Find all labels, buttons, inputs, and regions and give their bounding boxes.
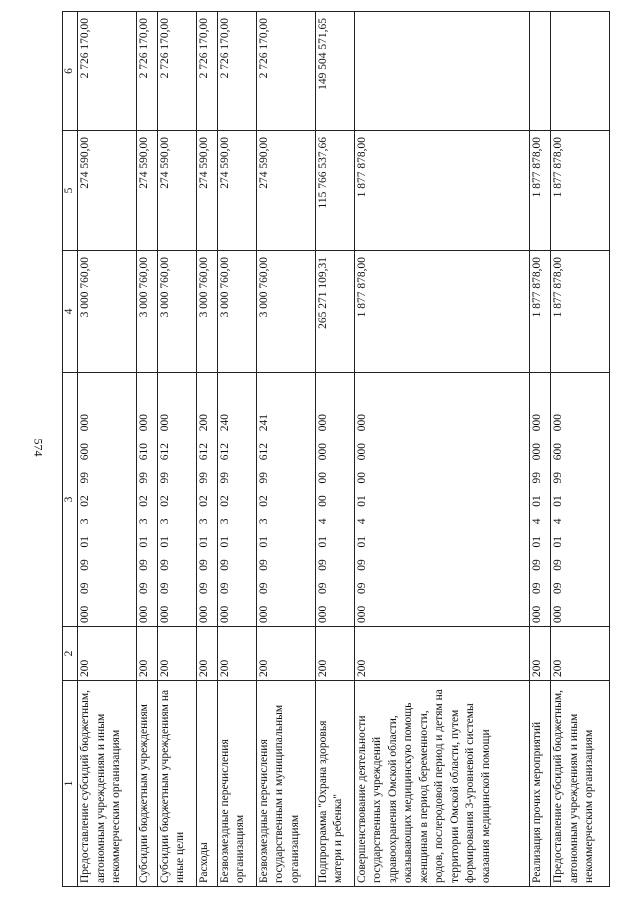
row-classifier: 000 09 09 01 3 02 99 612 241: [256, 373, 315, 627]
row-name: Безвозмездные перечисления государственным и муниципальным организациям: [256, 681, 315, 887]
header-col-3: 3: [63, 373, 78, 627]
row-classifier: 000 09 09 01 4 01 00 000 000: [354, 373, 529, 627]
row-name: Подпрограмма "Охрана здоровья матери и ребенка": [315, 681, 354, 887]
page-number: 574: [31, 438, 46, 457]
row-value-6: 2 726 170,00: [157, 12, 196, 131]
row-code: 200: [196, 627, 217, 681]
header-col-2: 2: [63, 627, 78, 681]
row-classifier: 000 09 09 01 3 02 99 612 200: [196, 373, 217, 627]
row-value-4: 265 271 109,31: [315, 251, 354, 373]
row-name: Субсидии бюджетным учреждениям на иные цели: [157, 681, 196, 887]
table-row: [196, 12, 217, 887]
header-col-1: 1: [63, 681, 78, 887]
row-code: 200: [136, 627, 157, 681]
row-classifier: 000 09 09 01 4 01 99 000 000: [530, 373, 551, 627]
header-row: [63, 12, 78, 887]
row-value-6: 2 726 170,00: [217, 12, 256, 131]
table-row: [157, 12, 196, 887]
table-row: [78, 12, 137, 887]
table-row: [530, 12, 551, 887]
row-code: 200: [78, 627, 137, 681]
header-col-4: 4: [63, 251, 78, 373]
row-name: Расходы: [196, 681, 217, 887]
row-value-6: [354, 12, 529, 131]
row-value-4: 3 000 760,00: [136, 251, 157, 373]
table-row: [256, 12, 315, 887]
row-value-5: 274 590,00: [196, 131, 217, 251]
row-value-6: [530, 12, 551, 131]
header-col-6: 6: [63, 12, 78, 131]
table-row: [354, 12, 529, 887]
row-classifier: 000 09 09 01 4 00 00 000 000: [315, 373, 354, 627]
row-code: 200: [530, 627, 551, 681]
row-name: Совершенствование деятельности государственных учреждений здравоохранения Омской области, оказывающих медицинскую помощь женщинам в период беременности, родов, послеродовой период и детям на территории Омской области, путем формирования 3-уровневой системы оказания медицинской помощи: [354, 681, 529, 887]
row-value-4: 1 877 878,00: [530, 251, 551, 373]
row-value-4: 3 000 760,00: [78, 251, 137, 373]
table-row: [315, 12, 354, 887]
row-value-5: 1 877 878,00: [354, 131, 529, 251]
row-name: Реализация прочих мероприятий: [530, 681, 551, 887]
row-code: 200: [551, 627, 610, 681]
row-classifier: 000 09 09 01 4 01 99 600 000: [551, 373, 610, 627]
row-code: 200: [354, 627, 529, 681]
row-value-6: 2 726 170,00: [78, 12, 137, 131]
table-row: [551, 12, 610, 887]
row-value-5: 1 877 878,00: [530, 131, 551, 251]
row-value-6: 2 726 170,00: [196, 12, 217, 131]
row-value-4: 3 000 760,00: [157, 251, 196, 373]
row-classifier: 000 09 09 01 3 02 99 612 000: [157, 373, 196, 627]
row-value-4: 1 877 878,00: [354, 251, 529, 373]
row-value-5: 1 877 878,00: [551, 131, 610, 251]
row-name: Безвозмездные перечисления организациям: [217, 681, 256, 887]
table-row: [136, 12, 157, 887]
rotated-page: [62, 12, 610, 887]
row-code: 200: [315, 627, 354, 681]
table-row: [217, 12, 256, 887]
row-name: Предоставление субсидий бюджетным, автономным учреждениям и иным некоммерческим организациям: [551, 681, 610, 887]
row-name: Субсидии бюджетным учреждениям: [136, 681, 157, 887]
row-value-4: 3 000 760,00: [217, 251, 256, 373]
row-value-5: 274 590,00: [217, 131, 256, 251]
row-name: Предоставление субсидий бюджетным, автономным учреждениям и иным некоммерческим организациям: [78, 681, 137, 887]
row-classifier: 000 09 09 01 3 02 99 612 240: [217, 373, 256, 627]
row-value-5: 274 590,00: [256, 131, 315, 251]
row-value-5: 274 590,00: [78, 131, 137, 251]
row-value-5: 115 766 537,66: [315, 131, 354, 251]
row-value-6: 2 726 170,00: [136, 12, 157, 131]
row-value-4: 3 000 760,00: [256, 251, 315, 373]
row-value-6: [551, 12, 610, 131]
row-value-6: 149 504 571,65: [315, 12, 354, 131]
row-classifier: 000 09 09 01 3 02 99 600 000: [78, 373, 137, 627]
row-classifier: 000 09 09 01 3 02 99 610 000: [136, 373, 157, 627]
row-value-4: 3 000 760,00: [196, 251, 217, 373]
budget-table: [62, 11, 610, 887]
row-value-5: 274 590,00: [157, 131, 196, 251]
row-value-6: 2 726 170,00: [256, 12, 315, 131]
row-value-5: 274 590,00: [136, 131, 157, 251]
row-code: 200: [256, 627, 315, 681]
row-code: 200: [217, 627, 256, 681]
row-code: 200: [157, 627, 196, 681]
header-col-5: 5: [63, 131, 78, 251]
row-value-4: 1 877 878,00: [551, 251, 610, 373]
